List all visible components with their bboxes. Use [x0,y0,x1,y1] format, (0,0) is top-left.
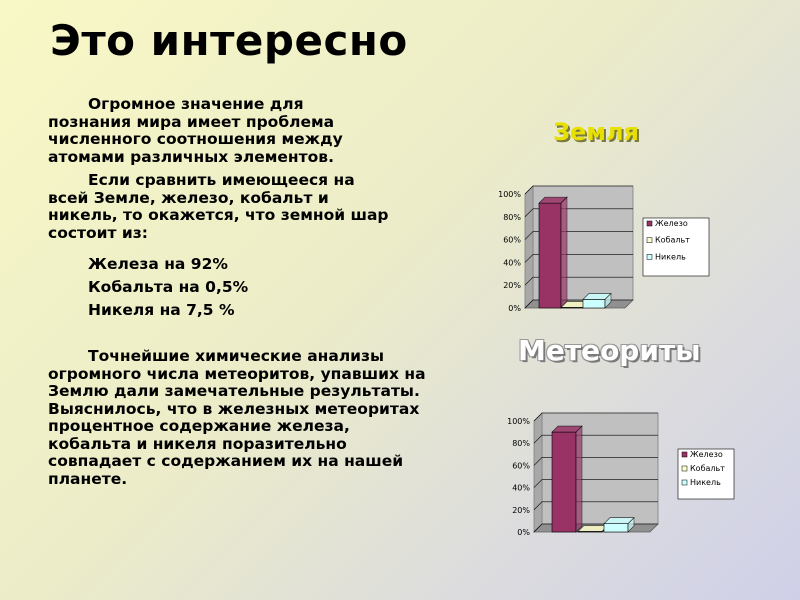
legend-label-1: Кобальт [655,235,690,245]
legend-swatch-2 [647,254,652,259]
y-tick-label: 100% [498,190,521,199]
y-tick-label: 100% [507,417,530,426]
bar-0 [552,432,576,532]
y-tick-label: 40% [512,483,530,493]
y-tick-label: 80% [512,439,530,449]
bar-side-0 [561,197,567,308]
legend-label-0: Железо [655,219,688,228]
legend-label-1: Кобальт [690,464,725,473]
slide-title: Это интересно [50,16,408,65]
legend-swatch-1 [647,238,652,243]
cobalt-percent: Кобальта на 0,5% [88,278,249,296]
plot-side-wall [534,413,542,532]
paragraph-intro: Огромное значение для познания мира имеет проблема численного соотношения между атомами различных элементов. [48,95,343,166]
chart-meteorites [500,405,750,545]
y-tick-label: 60% [512,461,530,471]
plot-side-wall [525,186,533,308]
chart-earth [485,180,725,315]
y-tick-label: 0% [517,528,530,537]
bar-0 [539,203,561,308]
legend-label-2: Никель [655,252,686,262]
bar-2 [583,299,605,308]
paragraph-meteorites: Точнейшие химические анализы огромного числа метеоритов, упавших на Землю дали замечательные результаты. Выяснилось, что в железных метеоритах процентное содержание железа, кобальта и никеля поразительно совпадает с содержанием их на нашей планете. [48,347,426,488]
legend-swatch-2 [682,480,687,485]
bar-2 [604,524,628,532]
legend-label-2: Никель [690,478,721,487]
legend-swatch-0 [682,452,687,457]
legend-swatch-1 [682,466,687,471]
nickel-percent: Никеля на 7,5 % [88,301,235,319]
chart-title-earth: Земля [553,118,639,146]
chart-title-meteorites: Метеориты [518,334,701,367]
y-tick-label: 0% [508,304,521,313]
legend-swatch-0 [647,221,652,226]
y-tick-label: 20% [512,505,530,515]
y-tick-label: 60% [503,235,521,245]
y-tick-label: 20% [503,281,521,291]
paragraph-compare: Если сравнить имеющееся на всей Земле, железо, кобальт и никель, то окажется, что земной шар состоит из: [48,171,389,242]
y-tick-label: 80% [503,212,521,222]
y-tick-label: 40% [503,258,521,268]
legend-label-0: Железо [690,450,723,459]
bar-side-0 [576,426,582,532]
iron-percent: Железа на 92% [88,255,228,273]
